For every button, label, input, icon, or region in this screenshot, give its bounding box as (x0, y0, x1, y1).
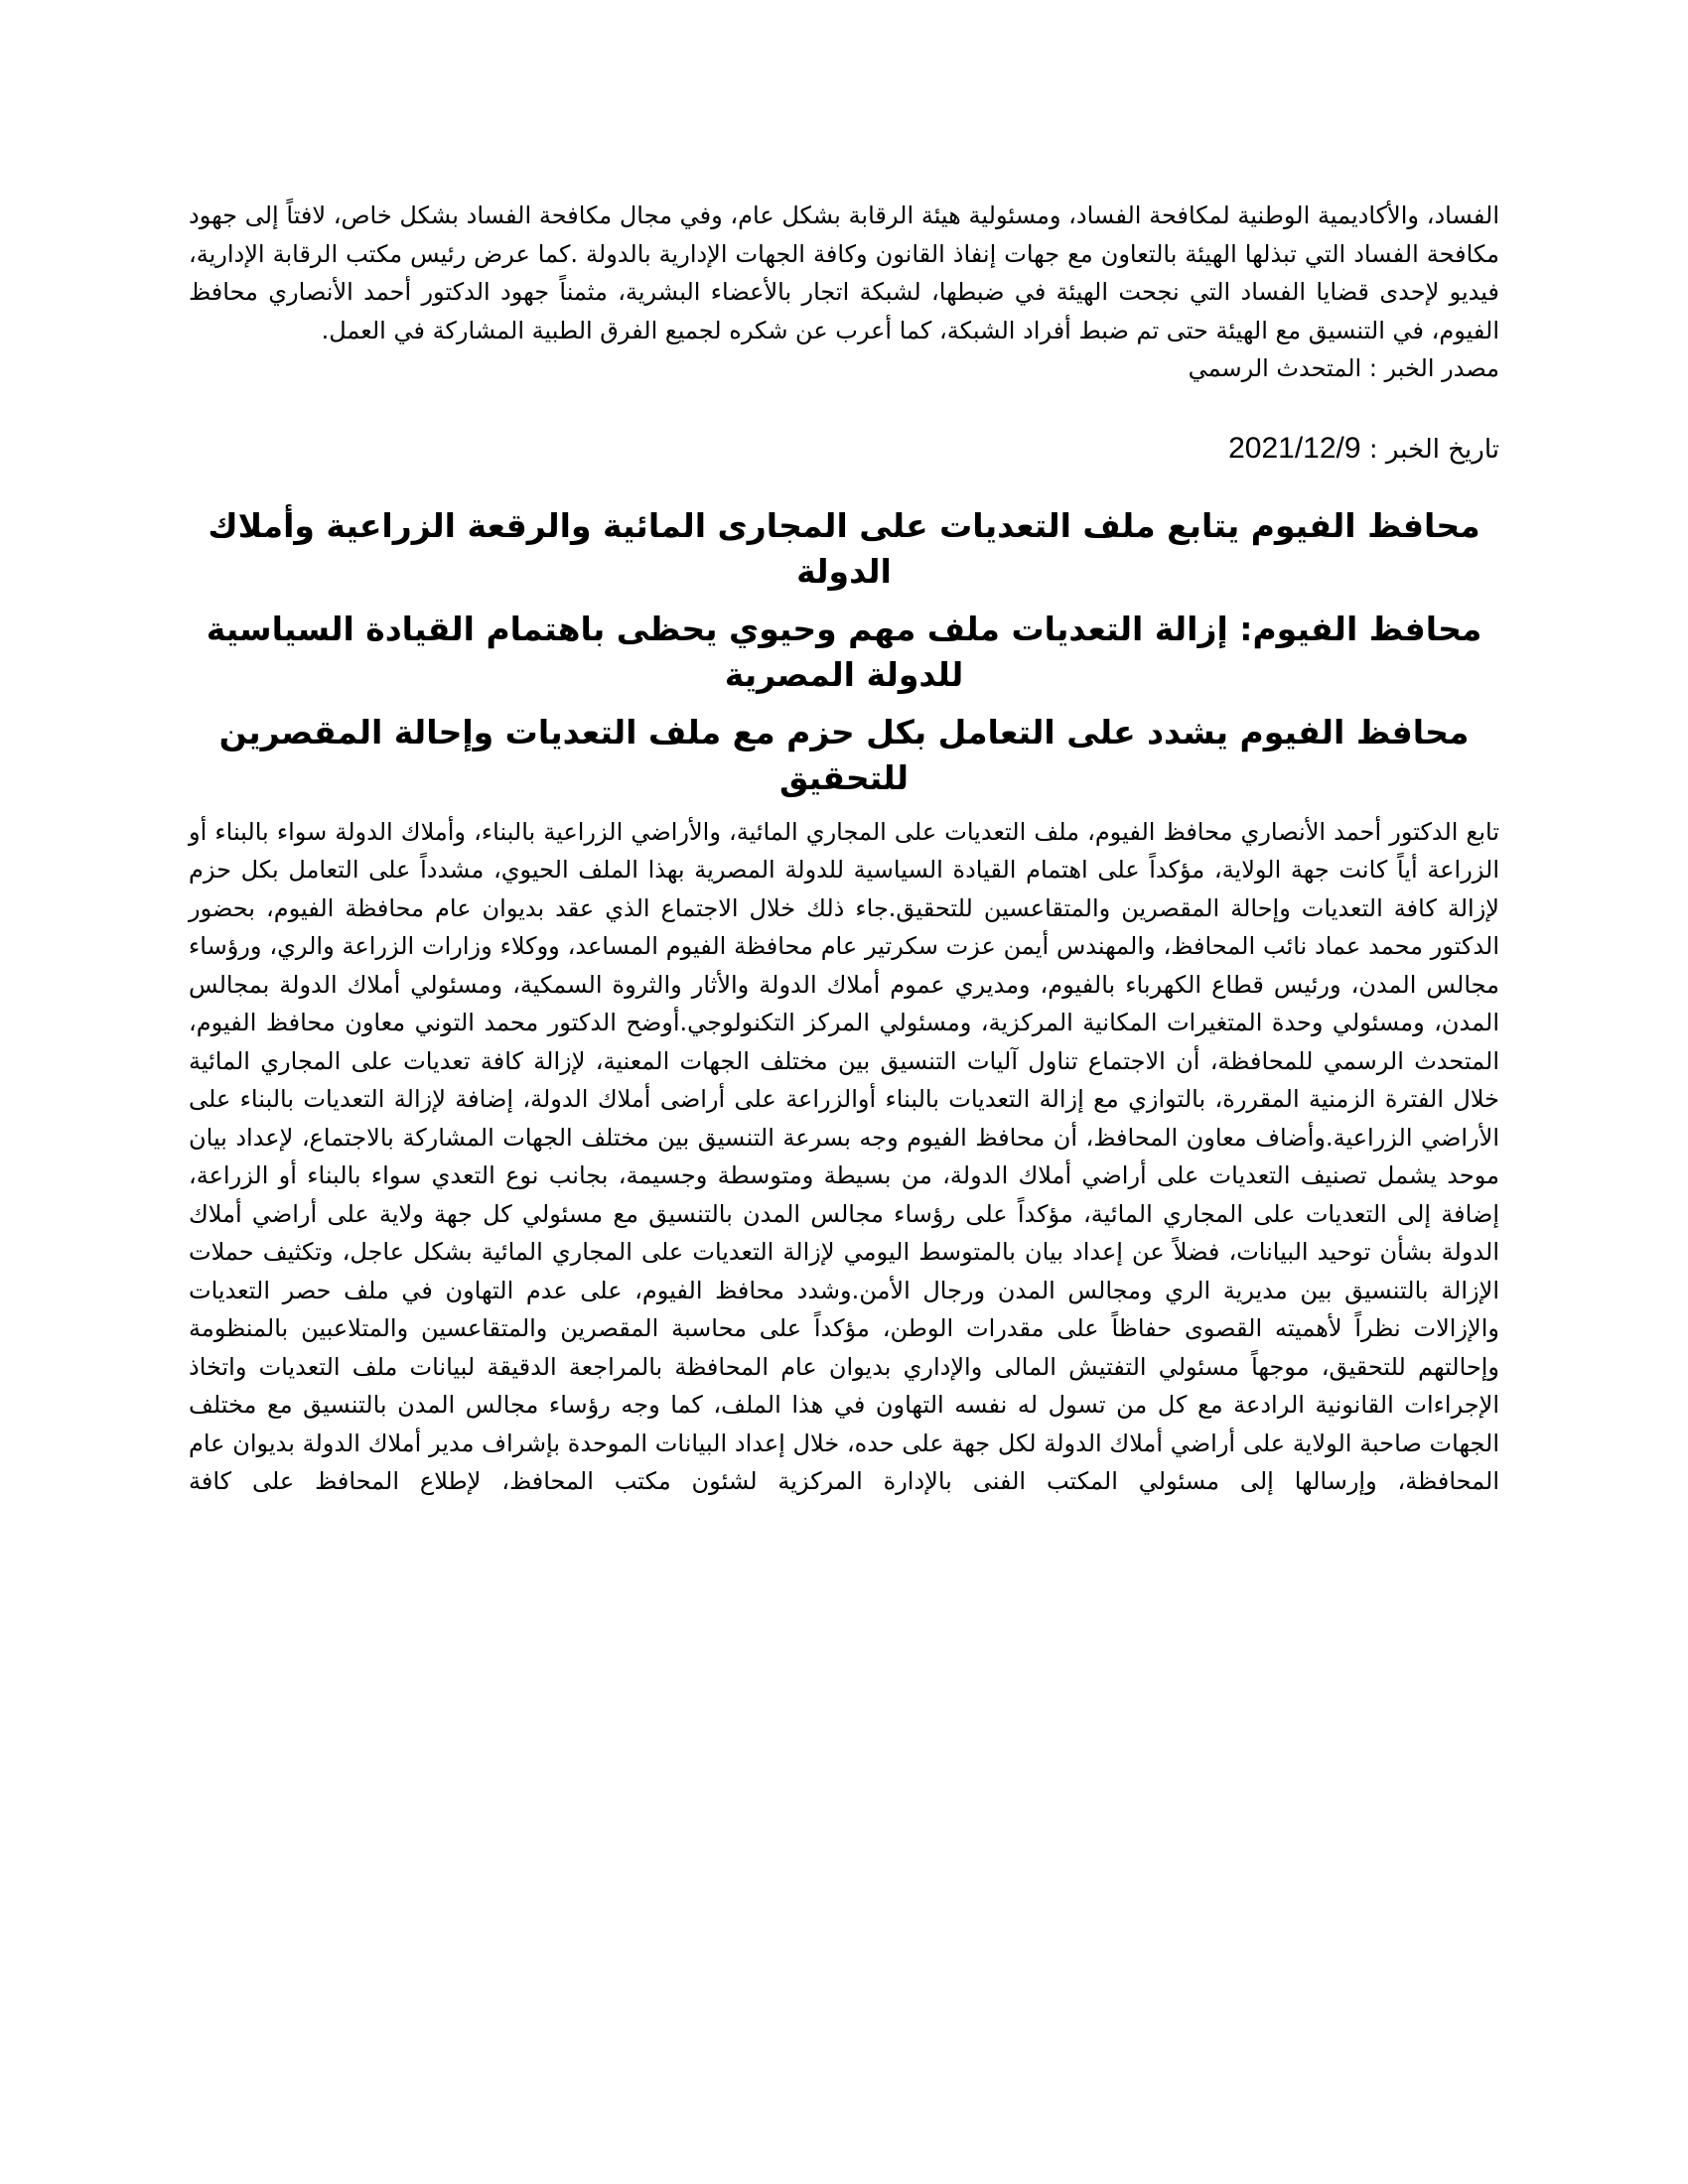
headlines-block (189, 503, 1499, 801)
headline-main: محافظ الفيوم يتابع ملف التعديات على المجارى المائية والرقعة الزراعية وأملاك الدولة (208, 505, 1480, 591)
news-date-value: 2021/12/9 (1228, 431, 1361, 465)
news-date (189, 429, 1499, 470)
headline-tertiary: محافظ الفيوم يشدد على التعامل بكل حزم مع ملف التعديات وإحالة المقصرين للتحقيق (218, 712, 1470, 797)
news-date-label: تاريخ الخبر : (1360, 434, 1499, 465)
article-body: تابع الدكتور أحمد الأنصاري محافظ الفيوم، ملف التعديات على المجاري المائية، والأراضي الزراعية بالبناء، وأملاك الدولة سواء بالبناء أو الزراعة أياً كانت جهة الولاية، مؤكداً على اهتمام القيادة السياسية للدولة المصرية بهذا الملف الحيوي، مشدداً على التعامل بكل حزم لإزالة كافة التعديات وإحالة المقصرين والمتقاعسين للتحقيق.جاء ذلك خلال الاجتماع الذي عقد بديوان عام محافظة الفيوم، بحضور الدكتور محمد عماد نائب المحافظ، والمهندس أيمن عزت سكرتير عام محافظة الفيوم المساعد، ووكلاء وزارات الزراعة والري، ورؤساء مجالس المدن، ورئيس قطاع الكهرباء بالفيوم، ومديري عموم أملاك الدولة والأثار والثروة السمكية، ومسئولي أملاك الدولة بمجالس المدن، ومسئولي وحدة المتغيرات المكانية المركزية، ومسئولي المركز التكنولوجي.أوضح الدكتور محمد التوني معاون محافظ الفيوم، المتحدث الرسمي للمحافظة، أن الاجتماع تناول آليات التنسيق بين مختلف الجهات المعنية، لإزالة كافة تعديات على المجاري المائية خلال الفترة الزمنية المقررة، بالتوازي مع إزالة التعديات بالبناء أوالزراعة على أراضى أملاك الدولة، إضافة لإزالة التعديات بالبناء على الأراضي الزراعية.وأضاف معاون المحافظ، أن محافظ الفيوم وجه بسرعة التنسيق بين مختلف الجهات المشاركة بالاجتماع، لإعداد بيان موحد يشمل تصنيف التعديات على أراضي أملاك الدولة، من بسيطة ومتوسطة وجسيمة، بجانب نوع التعدي سواء بالبناء أو الزراعة، إضافة إلى التعديات على المجاري المائية، مؤكداً على رؤساء مجالس المدن بالتنسيق مع مسئولي كل جهة ولاية على أراضي أملاك الدولة بشأن توحيد البيانات، فضلاً عن إعداد بيان بالمتوسط اليومي لإزالة التعديات على المجاري المائية بشكل عاجل، وتكثيف حملات الإزالة بالتنسيق بين مديرية الري ومجالس المدن ورجال الأمن.وشدد محافظ الفيوم، على عدم التهاون في ملف حصر التعديات والإزالات نظراً لأهميته القصوى حفاظاً على مقدرات الوطن، مؤكداً على محاسبة المقصرين والمتقاعسين والمتلاعبين بالمنظومة وإحالتهم للتحقيق، موجهاً مسئولي التفتيش المالى والإداري بديوان عام المحافظة بالمراجعة الدقيقة لبيانات ملف التعديات واتخاذ الإجراءات القانونية الرادعة مع كل من تسول له نفسه التهاون في هذا الملف، كما وجه رؤساء مجالس المدن بالتنسيق مع مختلف الجهات صاحبة الولاية على أراضي أملاك الدولة لكل جهة على حده، خلال إعداد البيانات الموحدة بإشراف مدير أملاك الدولة بديوان عام المحافظة، وإرسالها إلى مسئولي المكتب الفنى بالإدارة المركزية لشئون مكتب المحافظ، لإطلاع المحافظ على كافة (189, 817, 1499, 1495)
document-page (189, 197, 1499, 1501)
intro-paragraph: الفساد، والأكاديمية الوطنية لمكافحة الفساد، ومسئولية هيئة الرقابة بشكل عام، وفي مجال مكافحة الفساد بشكل خاص، لافتاً إلى جهود مكافحة الفساد التي تبذلها الهيئة بالتعاون مع جهات إنفاذ القانون وكافة الجهات الإدارية بالدولة .كما عرض رئيس مكتب الرقابة الإدارية، فيديو لإحدى قضايا الفساد التي نجحت الهيئة في ضبطها، لشبكة اتجار بالأعضاء البشرية، مثمناً جهود الدكتور أحمد الأنصاري محافظ الفيوم، في التنسيق مع الهيئة حتى تم ضبط أفراد الشبكة، كما أعرب عن شكره لجميع الفرق الطبية المشاركة في العمل. (189, 202, 1499, 344)
headline-secondary: محافظ الفيوم: إزالة التعديات ملف مهم وحيوي يحظى باهتمام القيادة السياسية للدولة المصرية (206, 609, 1482, 694)
news-source-line: مصدر الخبر : المتحدث الرسمي (1188, 354, 1499, 382)
